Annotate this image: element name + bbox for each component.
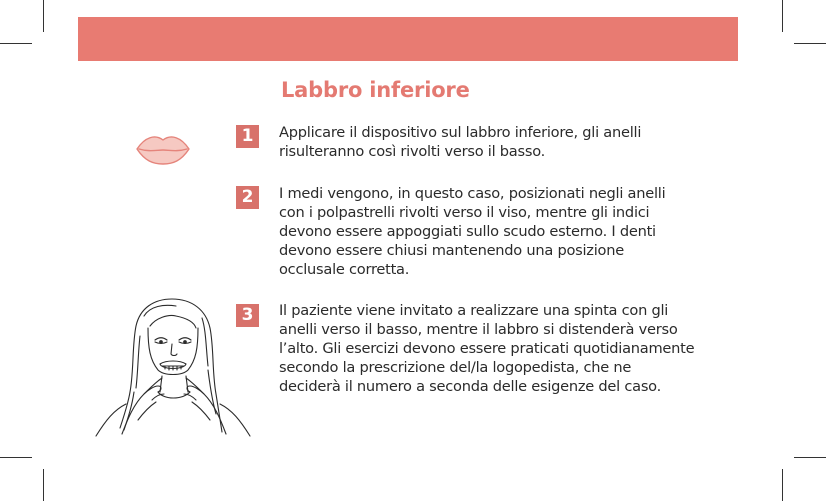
crop-mark-top-left-horizontal: [0, 43, 32, 44]
step-number-badge: 1: [236, 125, 259, 148]
step-text-line: con i polpastrelli rivolti verso il viso, mentre gli indici: [279, 204, 650, 221]
step-text-line: risulteranno così rivolti verso il basso.: [279, 143, 546, 160]
step-text-line: l’alto. Gli esercizi devono essere praticati quotidianamente: [279, 340, 695, 357]
step-text-line: secondo la prescrizione del/la logopedista, che ne: [279, 359, 632, 376]
crop-mark-bottom-right-horizontal: [794, 457, 826, 458]
crop-mark-top-left-vertical: [43, 0, 44, 32]
crop-mark-top-right-horizontal: [794, 43, 826, 44]
crop-mark-top-right-vertical: [782, 0, 783, 32]
step-text-line: occlusale corretta.: [279, 261, 410, 278]
step-text-line: Applicare il dispositivo sul labbro inferiore, gli anelli: [279, 124, 642, 141]
section-title: Labbro inferiore: [281, 78, 470, 102]
step-text: [279, 123, 749, 161]
person-using-lip-trainer-illustration: [92, 296, 254, 438]
step-number-badge: 2: [236, 186, 259, 209]
lips-icon: [135, 131, 191, 167]
step-text: [279, 301, 749, 396]
step-text-line: I medi vengono, in questo caso, posizionati negli anelli: [279, 185, 666, 202]
step-text-line: anelli verso il basso, mentre il labbro si distenderà verso: [279, 321, 678, 338]
crop-mark-bottom-left-vertical: [43, 469, 44, 501]
step-text-line: deciderà il numero a seconda delle esigenze del caso.: [279, 378, 661, 395]
step-text: [279, 184, 749, 279]
crop-mark-bottom-right-vertical: [782, 469, 783, 501]
crop-mark-bottom-left-horizontal: [0, 457, 32, 458]
step-text-line: Il paziente viene invitato a realizzare una spinta con gli: [279, 302, 669, 319]
step-number-badge: 3: [236, 304, 259, 327]
step-text-line: devono essere appoggiati sullo scudo esterno. I denti: [279, 223, 656, 240]
step-text-line: devono essere chiusi mantenendo una posizione: [279, 242, 624, 259]
header-banner: [78, 17, 738, 61]
